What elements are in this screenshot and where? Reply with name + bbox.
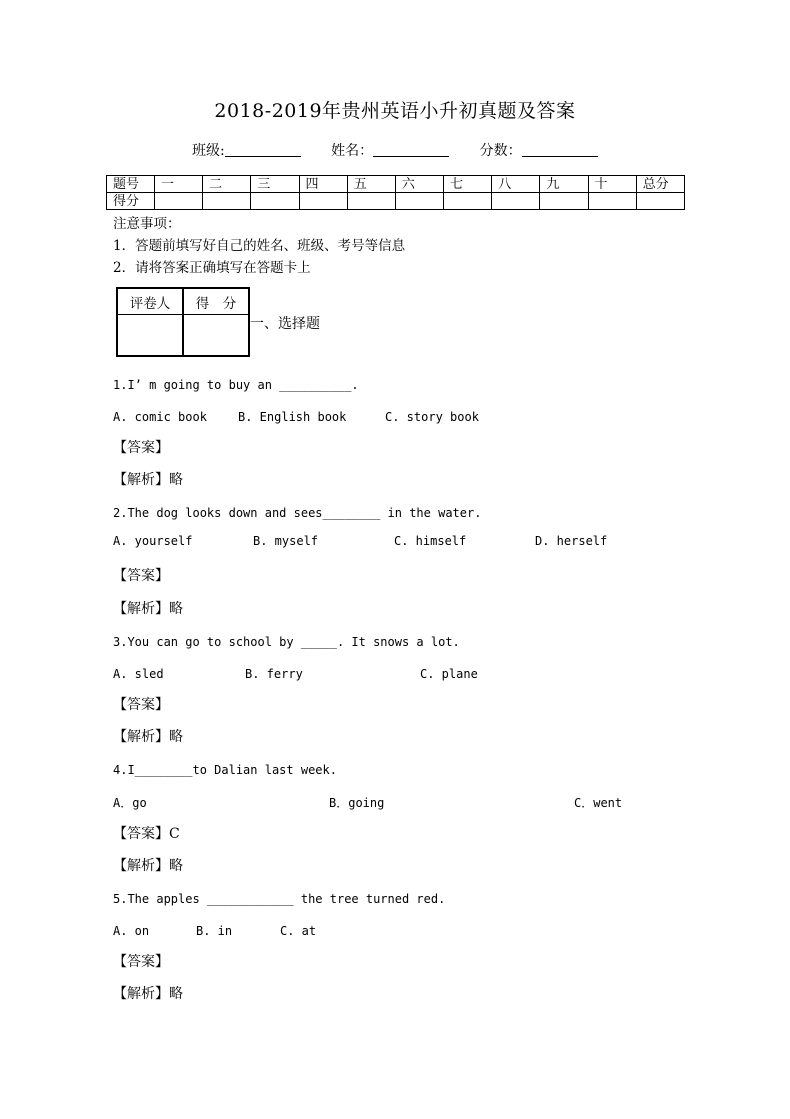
notes-item: 1．答题前填写好自己的姓名、班级、考号等信息 xyxy=(113,238,406,254)
score-table xyxy=(106,175,685,210)
score-header-cell: 二 xyxy=(203,176,251,193)
option[interactable]: B. English book xyxy=(238,410,347,424)
grader-table xyxy=(116,287,250,357)
analysis-line xyxy=(113,598,183,618)
reviewer-cell[interactable] xyxy=(117,315,183,357)
grade-header: 得 分 xyxy=(183,288,249,315)
score-cell[interactable] xyxy=(251,193,299,210)
score-cell[interactable] xyxy=(395,193,443,210)
student-info xyxy=(192,140,598,160)
option[interactable]: A. sled xyxy=(113,667,164,681)
name-blank[interactable] xyxy=(373,142,449,157)
score-header-row xyxy=(107,176,685,193)
answer-label: 【答案】 xyxy=(113,954,169,970)
score-header-cell: 三 xyxy=(251,176,299,193)
answer-line xyxy=(113,565,169,585)
analysis-label: 【解析】 xyxy=(113,601,169,617)
score-cell[interactable] xyxy=(492,193,540,210)
score-header-cell: 四 xyxy=(299,176,347,193)
score-header-cell: 十 xyxy=(588,176,636,193)
notes xyxy=(113,213,405,279)
option[interactable]: C．went xyxy=(574,796,623,810)
answer-label: 【答案】 xyxy=(113,697,169,713)
analysis-label: 【解析】 xyxy=(113,472,169,488)
analysis-line xyxy=(113,855,183,875)
question-stem: 5.The apples ____________ the tree turned red. xyxy=(113,892,446,906)
answer-label: 【答案】 xyxy=(113,440,169,456)
question-stem: 2.The dog looks down and sees________ in the water. xyxy=(113,506,482,520)
analysis-value: 略 xyxy=(169,601,183,617)
option[interactable]: B. ferry xyxy=(245,667,303,681)
answer-line xyxy=(113,437,169,457)
class-label: 班级: xyxy=(192,143,225,159)
analysis-line xyxy=(113,983,183,1003)
answer-label: 【答案】 xyxy=(113,568,169,584)
score-value-row xyxy=(107,193,685,210)
score-header-cell: 一 xyxy=(155,176,203,193)
score-header-cell: 七 xyxy=(444,176,492,193)
score-row-label: 得分 xyxy=(107,193,155,210)
notes-heading: 注意事项： xyxy=(113,216,181,232)
analysis-label: 【解析】 xyxy=(113,986,169,1002)
score-cell[interactable] xyxy=(299,193,347,210)
question-stem: 1.I’ m going to buy an __________. xyxy=(113,378,359,392)
option[interactable]: C. plane xyxy=(420,667,478,681)
page-title: 2018-2019年贵州英语小升初真题及答案 xyxy=(214,100,576,122)
score-header-cell: 五 xyxy=(347,176,395,193)
score-blank[interactable] xyxy=(522,142,598,157)
option[interactable]: B．going xyxy=(329,796,385,810)
option[interactable]: A．go xyxy=(113,796,147,810)
analysis-label: 【解析】 xyxy=(113,858,169,874)
score-cell[interactable] xyxy=(347,193,395,210)
score-cell[interactable] xyxy=(444,193,492,210)
analysis-value: 略 xyxy=(169,986,183,1002)
name-label: 姓名： xyxy=(331,143,374,159)
option[interactable]: B. in xyxy=(196,924,233,938)
grade-cell[interactable] xyxy=(183,315,249,357)
score-header-cell: 题号 xyxy=(107,176,155,193)
option[interactable]: D. herself xyxy=(535,534,608,548)
question-stem: 3.You can go to school by _____. It snows a lot. xyxy=(113,635,460,649)
analysis-line xyxy=(113,469,183,489)
analysis-value: 略 xyxy=(169,729,183,745)
section-title: 一、选择题 xyxy=(250,316,320,332)
score-cell[interactable] xyxy=(203,193,251,210)
analysis-value: 略 xyxy=(169,858,183,874)
option[interactable]: A. yourself xyxy=(113,534,193,548)
option[interactable]: A. comic book xyxy=(113,410,207,424)
answer-line xyxy=(113,694,169,714)
notes-item: 2．请将答案正确填写在答题卡上 xyxy=(113,260,311,276)
option[interactable]: C. at xyxy=(280,924,317,938)
option[interactable]: B. myself xyxy=(253,534,319,548)
option[interactable]: C. story book xyxy=(385,410,479,424)
analysis-value: 略 xyxy=(169,472,183,488)
score-header-cell: 总分 xyxy=(636,176,684,193)
score-label: 分数： xyxy=(479,143,522,159)
class-blank[interactable] xyxy=(225,142,301,157)
question-stem: 4.I________to Dalian last week. xyxy=(113,763,337,777)
score-header-cell: 六 xyxy=(395,176,443,193)
answer-line xyxy=(113,951,169,971)
analysis-label: 【解析】 xyxy=(113,729,169,745)
option[interactable]: C. himself xyxy=(394,534,467,548)
answer-value: C xyxy=(169,826,180,842)
option[interactable]: A. on xyxy=(113,924,150,938)
answer-label: 【答案】 xyxy=(113,826,169,842)
score-cell[interactable] xyxy=(155,193,203,210)
reviewer-header: 评卷人 xyxy=(117,288,183,315)
score-header-cell: 九 xyxy=(540,176,588,193)
analysis-line xyxy=(113,726,183,746)
answer-line xyxy=(113,823,180,843)
score-cell[interactable] xyxy=(636,193,684,210)
score-cell[interactable] xyxy=(588,193,636,210)
score-header-cell: 八 xyxy=(492,176,540,193)
score-cell[interactable] xyxy=(540,193,588,210)
